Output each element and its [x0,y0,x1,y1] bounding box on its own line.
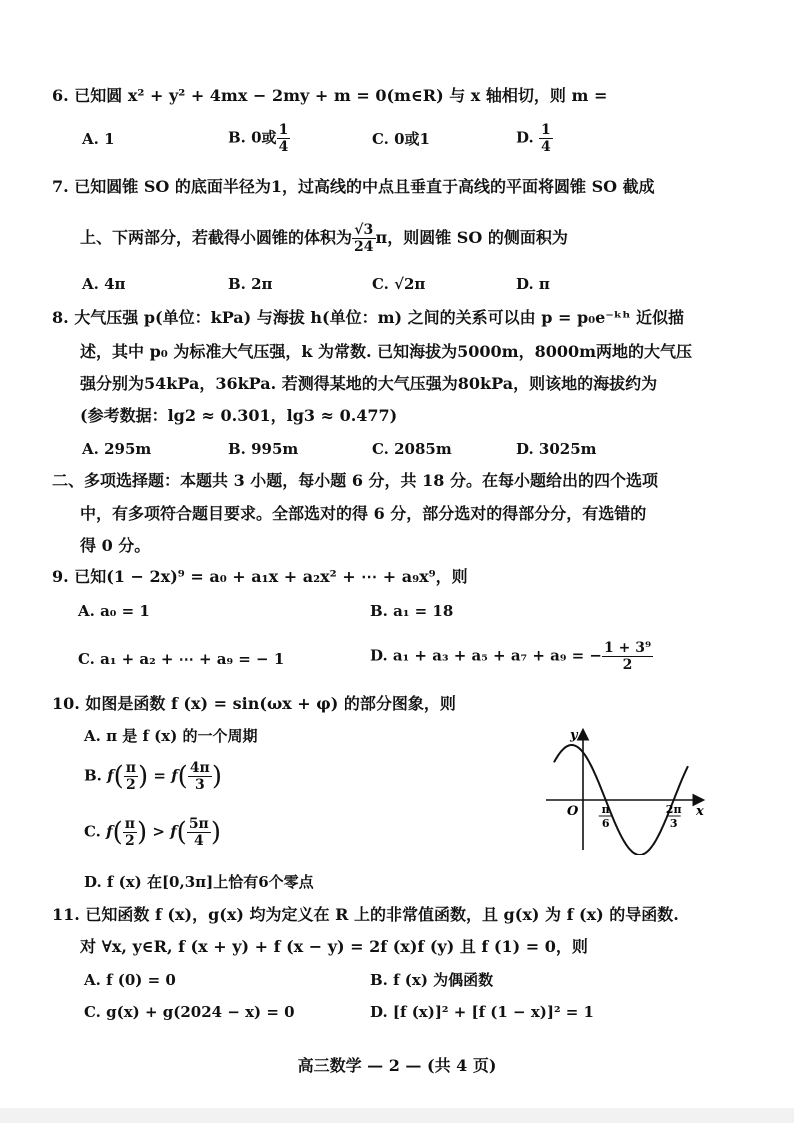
tick2-num: 2π [665,803,682,816]
q7-option-a: A. 4π [82,275,126,293]
q10-option-c: C. f( $\frac{\pi}{2}$ ) > f( $\frac{5\pi}{4}$ ) [84,816,221,849]
q10-option-b: B. f( $\frac{\pi}{2}$ ) = f( $\frac{4\pi}{3}$ ) [84,760,222,793]
q10-option-d: D. f (x) 在[0,3π]上恰有6个零点 [84,873,314,891]
q7-option-b: B. 2π [228,275,273,293]
q11-option-c: C. g(x) + g(2024 − x) = 0 [84,1003,295,1021]
q10-stem: 10. 如图是函数 f (x) = sin(ωx + φ) 的部分图象，则 [52,694,456,713]
q9-option-d: D. a₁ + a₃ + a₅ + a₇ + a₉ = − $\frac{\text{1 + 3⁹}}{2}$ [370,640,652,673]
q6-option-c: C. 0或1 [372,130,430,148]
q11-line2: 对 ∀x, y∈R, f (x + y) + f (x − y) = 2f (x)f (y) 且 f (1) = 0，则 [80,937,588,956]
section2-line2: 中，有多项符合题目要求。全部选对的得 6 分，部分选对的得部分分，有选错的 [80,504,647,523]
q9-stem: 9. 已知(1 − 2x)⁹ = a₀ + a₁x + a₂x² + ⋯ + a₉x⁹，则 [52,567,468,586]
q8-option-a: A. 295m [82,440,152,458]
q11-line1: 11. 已知函数 f (x)，g(x) 均为定义在 R 上的非常值函数，且 g(x) 为 f (x) 的导函数. [52,905,679,924]
q10-option-a: A. π 是 f (x) 的一个周期 [84,727,258,745]
q11-option-b: B. f (x) 为偶函数 [370,971,494,989]
q8-line4: (参考数据：lg2 ≈ 0.301，lg3 ≈ 0.477) [80,406,398,425]
q7-option-c: C. √2π [372,275,426,293]
q7-option-d: D. π [516,275,550,293]
section2-line3: 得 0 分。 [80,536,151,555]
sine-graph [540,725,710,855]
section2-line1: 二、多项选择题：本题共 3 小题，每小题 6 分，共 18 分。在每小题给出的四个选项 [52,471,658,490]
q8-line3: 强分别为54kPa，36kPa. 若测得某地的大气压强为80kPa，则该地的海拔约为 [80,374,658,393]
q9-option-a: A. a₀ = 1 [78,602,150,620]
x-axis-label: x [696,804,704,819]
origin-label: O [567,804,579,819]
tick1-den: 6 [601,817,610,830]
q7-line1: 7. 已知圆锥 SO 的底面半径为1，过高线的中点且垂直于高线的平面将圆锥 SO 截成 [52,177,655,196]
q9-option-c: C. a₁ + a₂ + ⋯ + a₉ = − 1 [78,650,285,668]
q6-stem: 6. 已知圆 x² + y² + 4mx − 2my + m = 0(m∈R) 与 x 轴相切，则 m = [52,86,608,105]
q8-option-c: C. 2085m [372,440,452,458]
q8-line1: 8. 大气压强 p(单位：kPa) 与海拔 h(单位：m) 之间的关系可以由 p = p₀e⁻ᵏʰ 近似描 [52,308,685,327]
q8-option-b: B. 995m [228,440,299,458]
q8-line2: 述，其中 p₀ 为标准大气压强，k 为常数. 已知海拔为5000m，8000m两地的大气压 [80,342,693,361]
q9-option-b: B. a₁ = 18 [370,602,454,620]
y-axis-label: y [570,728,578,743]
bottom-margin [0,1108,794,1123]
q6-option-b: B. 0或 $\frac{1}{4}$ [228,122,289,155]
q6-option-d: D. $\frac{1}{4}$ [516,122,551,155]
q7-line2: 上、下两部分，若截得小圆锥的体积为 $\frac{√3}{24}$ π，则圆锥 SO 的侧面积为 [80,222,568,255]
q8-option-d: D. 3025m [516,440,597,458]
q11-option-a: A. f (0) = 0 [84,971,176,989]
q6-option-a: A. 1 [82,130,115,148]
page-footer: 高三数学 — 2 — (共 4 页) [297,1056,497,1075]
tick1-num: π [601,803,610,816]
q11-option-d: D. [f (x)]² + [f (1 − x)]² = 1 [370,1003,594,1021]
tick2-den: 3 [669,817,678,830]
